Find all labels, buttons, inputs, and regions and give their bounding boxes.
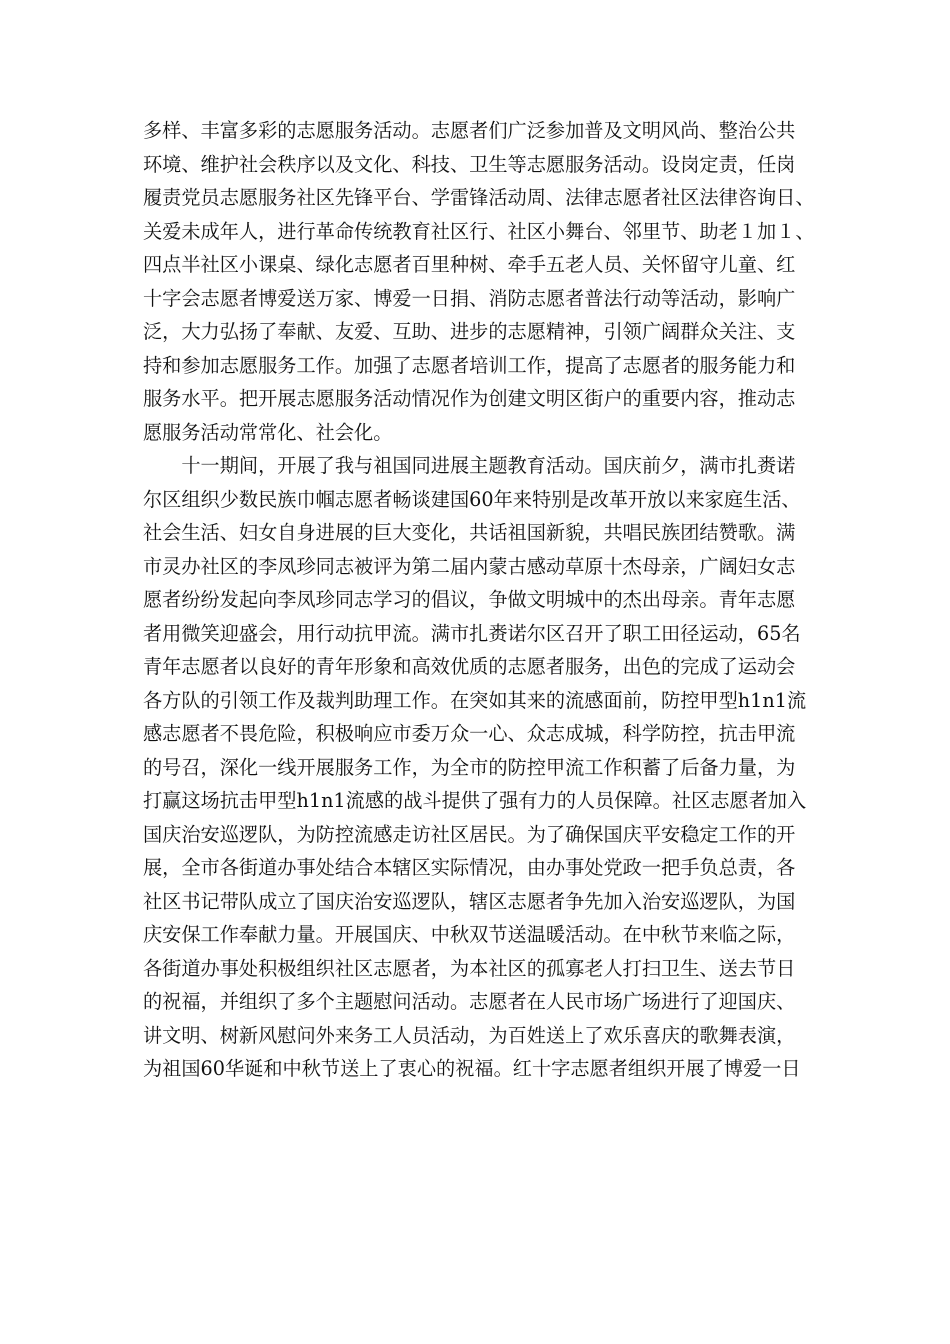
text-line: 服务水平。把开展志愿服务活动情况作为创建文明区街户的重要内容，推动志 <box>143 387 796 410</box>
text-line: 各街道办事处积极组织社区志愿者，为本社区的孤寡老人打扫卫生、送去节日 <box>143 956 796 980</box>
text-line: 多样、丰富多彩的志愿服务活动。志愿者们广泛参加普及文明风尚、整治公共 <box>143 119 796 142</box>
text-line: 感志愿者不畏危险，积极响应市委万众一心、众志成城，科学防控，抗击甲流 <box>143 722 796 745</box>
text-line: 尔区组织少数民族巾帼志愿者畅谈建国60年来特别是改革开放以来家庭生活、 <box>143 487 801 511</box>
text-line: 国庆治安巡逻队，为防控流感走访社区居民。为了确保国庆平安稳定工作的开 <box>143 822 796 846</box>
document-body <box>143 114 813 1086</box>
text-line: 履责党员志愿服务社区先锋平台、学雷锋活动周、法律志愿者社区法律咨询日、 <box>143 186 815 209</box>
text-line: 讲文明、树新风慰问外来务工人员活动，为百姓送上了欢乐喜庆的歌舞表演， <box>143 1023 796 1047</box>
text-line: 愿者纷纷发起向李凤珍同志学习的倡议，争做文明城中的杰出母亲。青年志愿 <box>143 588 796 611</box>
text-line: 展，全市各街道办事处结合本辖区实际情况，由办事处党政一把手负总责，各 <box>143 856 796 879</box>
text-line: 为祖国60华诞和中秋节送上了衷心的祝福。红十字志愿者组织开展了博爱一日 <box>143 1057 801 1080</box>
text-line: 的号召，深化一线开展服务工作，为全市的防控甲流工作积蓄了后备力量，为 <box>143 755 796 779</box>
paragraph-national-day <box>143 449 813 1086</box>
text-line: 各方队的引领工作及裁判助理工作。在突如其来的流感面前，防控甲型h1n1流 <box>143 688 807 712</box>
text-line: 十字会志愿者博爱送万家、博爱一日捐、消防志愿者普法行动等活动，影响广 <box>143 286 796 310</box>
text-line: 社会生活、妇女自身进展的巨大变化，共话祖国新貌，共唱民族团结赞歌。满 <box>143 521 796 544</box>
text-line: 社区书记带队成立了国庆治安巡逻队，辖区志愿者争先加入治安巡逻队，为国 <box>143 889 796 913</box>
text-line: 持和参加志愿服务工作。加强了志愿者培训工作，提高了志愿者的服务能力和 <box>143 353 796 377</box>
text-line: 关爱未成年人，进行革命传统教育社区行、社区小舞台、邻里节、助老１加１、 <box>143 219 815 243</box>
text-line: 四点半社区小课桌、绿化志愿者百里种树、牵手五老人员、关怀留守儿童、红 <box>143 253 796 276</box>
text-line: 庆安保工作奉献力量。开展国庆、中秋双节送温暖活动。在中秋节来临之际， <box>143 923 796 946</box>
text-line: 者用微笑迎盛会，用行动抗甲流。满市扎赉诺尔区召开了职工田径运动，65名 <box>143 621 801 645</box>
paragraph-volunteer-activities <box>143 114 813 449</box>
text-line: 的祝福，并组织了多个主题慰问活动。志愿者在人民市场广场进行了迎国庆、 <box>143 990 796 1013</box>
text-line: 市灵办社区的李凤珍同志被评为第二届内蒙古感动草原十杰母亲，广阔妇女志 <box>143 554 796 578</box>
text-line: 愿服务活动常常化、社会化。 <box>143 420 393 444</box>
text-line: 泛，大力弘扬了奉献、友爱、互助、进步的志愿精神，引领广阔群众关注、支 <box>143 320 796 343</box>
text-line: 十一期间，开展了我与祖国同进展主题教育活动。国庆前夕，满市扎赉诺 <box>143 454 796 477</box>
text-line: 环境、维护社会秩序以及文化、科技、卫生等志愿服务活动。设岗定责，任岗 <box>143 152 796 176</box>
text-line: 青年志愿者以良好的青年形象和高效优质的志愿者服务，出色的完成了运动会 <box>143 655 796 678</box>
text-line: 打赢这场抗击甲型h1n1流感的战斗提供了强有力的人员保障。社区志愿者加入 <box>143 789 807 812</box>
